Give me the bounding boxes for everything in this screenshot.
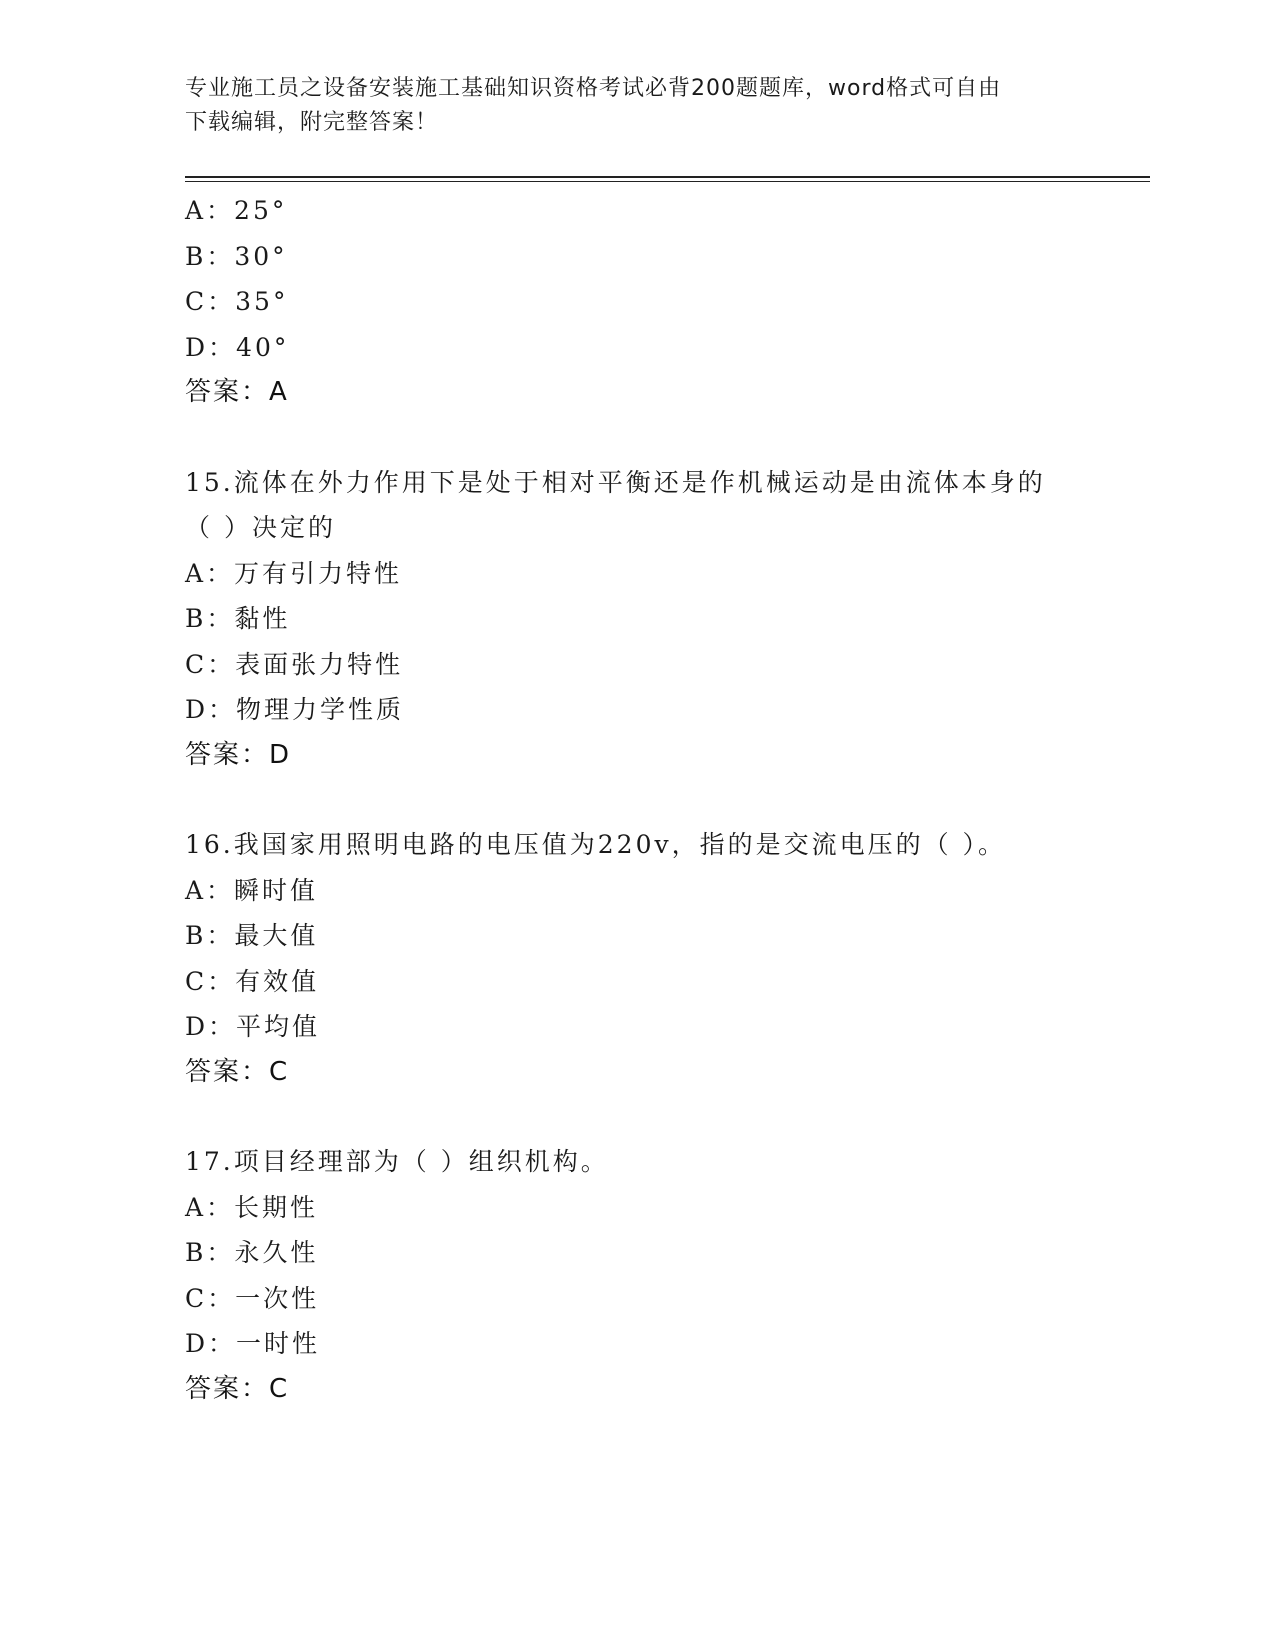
header-divider-thin — [185, 181, 1150, 182]
option-c: C：有效值 — [185, 966, 320, 996]
question-spacer — [185, 1095, 1115, 1139]
question-16 — [185, 822, 1115, 1095]
option-c: C：一次性 — [185, 1283, 320, 1313]
answer-line: 答案：C — [185, 1373, 290, 1404]
question-spacer — [185, 778, 1115, 822]
header-divider-thick — [185, 176, 1150, 178]
option-a: A：瞬时值 — [185, 875, 319, 905]
answer-line: 答案：A — [185, 377, 289, 407]
option-d: D：平均值 — [185, 1012, 321, 1041]
header-line-2: 下载编辑，附完整答案！ — [185, 110, 439, 135]
option-b: B：最大值 — [185, 921, 319, 950]
question-14-continued — [185, 188, 1115, 416]
option-a: A：25° — [185, 196, 288, 225]
option-b: B：30° — [185, 241, 288, 271]
header-line-1: 专业施工员之设备安装施工基础知识资格考试必背200题题库，word格式可自由 — [185, 76, 1002, 101]
option-c: C：表面张力特性 — [185, 649, 404, 679]
option-a: A：长期性 — [185, 1192, 319, 1222]
answer-line: 答案：D — [185, 739, 292, 770]
option-b: B：永久性 — [185, 1238, 319, 1267]
option-d: D：一时性 — [185, 1329, 321, 1358]
question-spacer — [185, 416, 1115, 460]
question-list — [185, 188, 1115, 1412]
answer-line: 答案：C — [185, 1056, 290, 1087]
question-stem-continued: （ ）决定的 — [185, 513, 336, 542]
option-d: D：物理力学性质 — [185, 695, 405, 724]
option-b: B：黏性 — [185, 604, 291, 633]
option-a: A：万有引力特性 — [185, 558, 403, 588]
option-d: D：40° — [185, 332, 290, 362]
question-stem: 16.我国家用照明电路的电压值为220v，指的是交流电压的（ ）。 — [185, 830, 1007, 859]
question-15 — [185, 460, 1115, 779]
option-c: C：35° — [185, 287, 289, 316]
question-17 — [185, 1139, 1115, 1412]
question-stem: 17.项目经理部为（ ）组织机构。 — [185, 1147, 609, 1176]
document-header — [185, 72, 1085, 140]
question-stem: 15.流体在外力作用下是处于相对平衡还是作机械运动是由流体本身的 — [185, 467, 1046, 497]
